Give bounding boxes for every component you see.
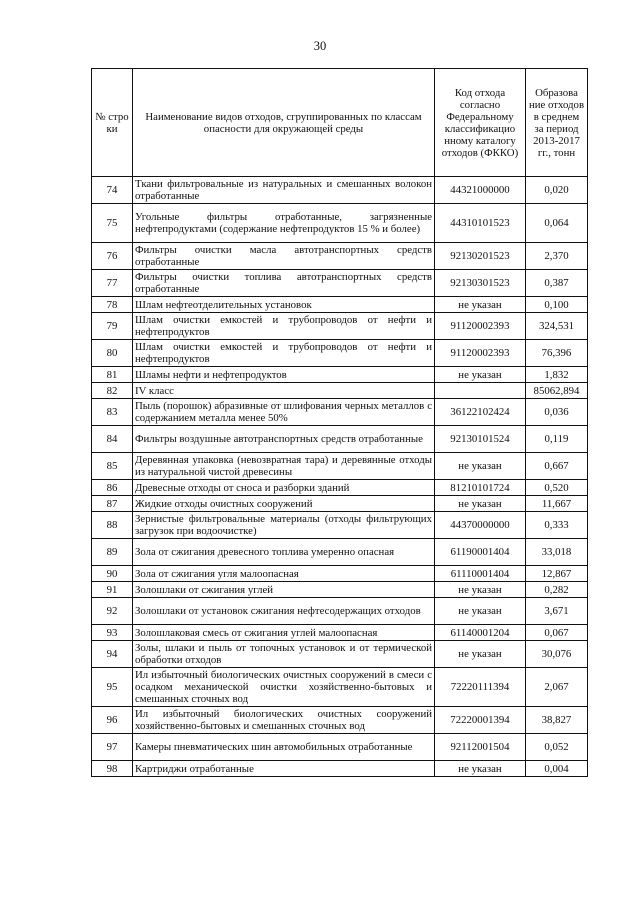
table-row	[92, 480, 588, 496]
waste-name: Пыль (порошок) абразивные от шлифования черных металлов с содержанием металла менее 50%	[133, 399, 435, 426]
fkko-code: 61190001404	[435, 539, 526, 566]
fkko-code: не указан	[435, 582, 526, 598]
header-fkko-code: Код отхода согласно Федеральному классификацио нному каталогу отходов (ФККО)	[435, 69, 526, 177]
waste-mass: 0,100	[526, 297, 588, 313]
fkko-code: не указан	[435, 641, 526, 668]
row-number: 79	[92, 313, 133, 340]
fkko-code: 72220111394	[435, 668, 526, 707]
waste-name: Картриджи отработанные	[133, 761, 435, 777]
waste-mass: 2,067	[526, 668, 588, 707]
table-row	[92, 297, 588, 313]
fkko-code: не указан	[435, 367, 526, 383]
fkko-code: не указан	[435, 453, 526, 480]
row-number: 92	[92, 598, 133, 625]
waste-name: Золошлаки от сжигания углей	[133, 582, 435, 598]
row-number: 76	[92, 243, 133, 270]
fkko-code: 92130201523	[435, 243, 526, 270]
waste-name: Фильтры воздушные автотранспортных средств отработанные	[133, 426, 435, 453]
waste-mass: 0,067	[526, 625, 588, 641]
fkko-code: 72220001394	[435, 707, 526, 734]
waste-mass: 33,018	[526, 539, 588, 566]
row-number: 93	[92, 625, 133, 641]
waste-name: Шлам нефтеотделительных установок	[133, 297, 435, 313]
fkko-code: не указан	[435, 761, 526, 777]
fkko-code: не указан	[435, 598, 526, 625]
waste-mass: 2,370	[526, 243, 588, 270]
waste-mass: 85062,894	[526, 383, 588, 399]
fkko-code: 92112001504	[435, 734, 526, 761]
waste-name: Жидкие отходы очистных сооружений	[133, 496, 435, 512]
waste-name: Ил избыточный биологических очистных сооружений хозяйственно-бытовых и смешанных сточных вод	[133, 707, 435, 734]
table-row	[92, 625, 588, 641]
waste-name: Золошлаки от установок сжигания нефтесодержащих отходов	[133, 598, 435, 625]
waste-name: IV класс	[133, 383, 435, 399]
waste-name: Шлам очистки емкостей и трубопроводов от нефти и нефтепродуктов	[133, 313, 435, 340]
page-number: 30	[313, 39, 327, 53]
waste-mass: 0,520	[526, 480, 588, 496]
table-header-row	[92, 69, 588, 177]
fkko-code: 92130101524	[435, 426, 526, 453]
row-number: 97	[92, 734, 133, 761]
table-row	[92, 539, 588, 566]
waste-name: Древесные отходы от сноса и разборки зданий	[133, 480, 435, 496]
fkko-code: не указан	[435, 297, 526, 313]
table-row	[92, 598, 588, 625]
row-number: 98	[92, 761, 133, 777]
table-row	[92, 426, 588, 453]
row-number: 74	[92, 177, 133, 204]
waste-name: Фильтры очистки масла автотранспортных средств отработанные	[133, 243, 435, 270]
waste-mass: 0,282	[526, 582, 588, 598]
table-row	[92, 270, 588, 297]
waste-mass: 76,396	[526, 340, 588, 367]
waste-mass: 324,531	[526, 313, 588, 340]
row-number: 85	[92, 453, 133, 480]
waste-mass: 0,119	[526, 426, 588, 453]
row-number: 84	[92, 426, 133, 453]
row-number: 82	[92, 383, 133, 399]
waste-name: Шламы нефти и нефтепродуктов	[133, 367, 435, 383]
waste-name: Фильтры очистки топлива автотранспортных средств отработанные	[133, 270, 435, 297]
row-number: 88	[92, 512, 133, 539]
table-row	[92, 668, 588, 707]
row-number: 90	[92, 566, 133, 582]
header-waste-name: Наименование видов отходов, сгруппированных по классам опасности для окружающей среды	[133, 69, 435, 177]
table-row	[92, 641, 588, 668]
fkko-code: 91120002393	[435, 313, 526, 340]
waste-name: Шлам очистки емкостей и трубопроводов от нефти и нефтепродуктов	[133, 340, 435, 367]
fkko-code: 36122102424	[435, 399, 526, 426]
waste-mass: 0,052	[526, 734, 588, 761]
fkko-code: 44310101523	[435, 204, 526, 243]
table-row	[92, 340, 588, 367]
waste-mass: 38,827	[526, 707, 588, 734]
table-row	[92, 734, 588, 761]
waste-name: Камеры пневматических шин автомобильных отработанные	[133, 734, 435, 761]
fkko-code	[435, 383, 526, 399]
row-number: 96	[92, 707, 133, 734]
waste-name: Золы, шлаки и пыль от топочных установок и от термической обработки отходов	[133, 641, 435, 668]
table-row	[92, 566, 588, 582]
waste-mass: 0,004	[526, 761, 588, 777]
fkko-code: 81210101724	[435, 480, 526, 496]
waste-name: Ткани фильтровальные из натуральных и смешанных волокон отработанные	[133, 177, 435, 204]
waste-mass: 3,671	[526, 598, 588, 625]
waste-mass: 0,036	[526, 399, 588, 426]
fkko-code: 91120002393	[435, 340, 526, 367]
waste-mass: 30,076	[526, 641, 588, 668]
fkko-code: 61140001204	[435, 625, 526, 641]
fkko-code: не указан	[435, 496, 526, 512]
table-row	[92, 313, 588, 340]
row-number: 83	[92, 399, 133, 426]
row-number: 77	[92, 270, 133, 297]
row-number: 95	[92, 668, 133, 707]
fkko-code: 61110001404	[435, 566, 526, 582]
waste-name: Зола от сжигания древесного топлива умеренно опасная	[133, 539, 435, 566]
table-row	[92, 707, 588, 734]
fkko-code: 92130301523	[435, 270, 526, 297]
table-row	[92, 177, 588, 204]
table-row	[92, 367, 588, 383]
table-row	[92, 582, 588, 598]
waste-mass: 12,867	[526, 566, 588, 582]
row-number: 86	[92, 480, 133, 496]
waste-mass: 0,333	[526, 512, 588, 539]
waste-mass: 1,832	[526, 367, 588, 383]
waste-name: Угольные фильтры отработанные, загрязненные нефтепродуктами (содержание нефтепродуктов 15 % и более)	[133, 204, 435, 243]
fkko-code: 44321000000	[435, 177, 526, 204]
waste-name: Ил избыточный биологических очистных сооружений в смеси с осадком механической очистки хозяйственно-бытовых и смешанных сточных вод	[133, 668, 435, 707]
table-row	[92, 496, 588, 512]
fkko-code: 44370000000	[435, 512, 526, 539]
waste-mass: 0,667	[526, 453, 588, 480]
waste-mass: 0,387	[526, 270, 588, 297]
row-number: 75	[92, 204, 133, 243]
table-row	[92, 453, 588, 480]
row-number: 94	[92, 641, 133, 668]
waste-table	[91, 68, 588, 777]
row-number: 87	[92, 496, 133, 512]
table-row	[92, 761, 588, 777]
table-row	[92, 383, 588, 399]
table-row	[92, 204, 588, 243]
header-row-number: № стро ки	[92, 69, 133, 177]
table-row	[92, 512, 588, 539]
row-number: 89	[92, 539, 133, 566]
waste-mass: 0,064	[526, 204, 588, 243]
waste-name: Деревянная упаковка (невозвратная тара) и деревянные отходы из натуральной чистой древесины	[133, 453, 435, 480]
waste-name: Зола от сжигания угля малоопасная	[133, 566, 435, 582]
table-body	[92, 177, 588, 777]
row-number: 80	[92, 340, 133, 367]
row-number: 81	[92, 367, 133, 383]
waste-name: Зернистые фильтровальные материалы (отходы фильтрующих загрузок при водоочистке)	[133, 512, 435, 539]
waste-mass: 0,020	[526, 177, 588, 204]
waste-name: Золошлаковая смесь от сжигания углей малоопасная	[133, 625, 435, 641]
row-number: 78	[92, 297, 133, 313]
table-row	[92, 243, 588, 270]
row-number: 91	[92, 582, 133, 598]
table-row	[92, 399, 588, 426]
waste-mass: 11,667	[526, 496, 588, 512]
header-waste-mass: Образова ние отходов в среднем за период 2013-2017 гг., тонн	[526, 69, 588, 177]
